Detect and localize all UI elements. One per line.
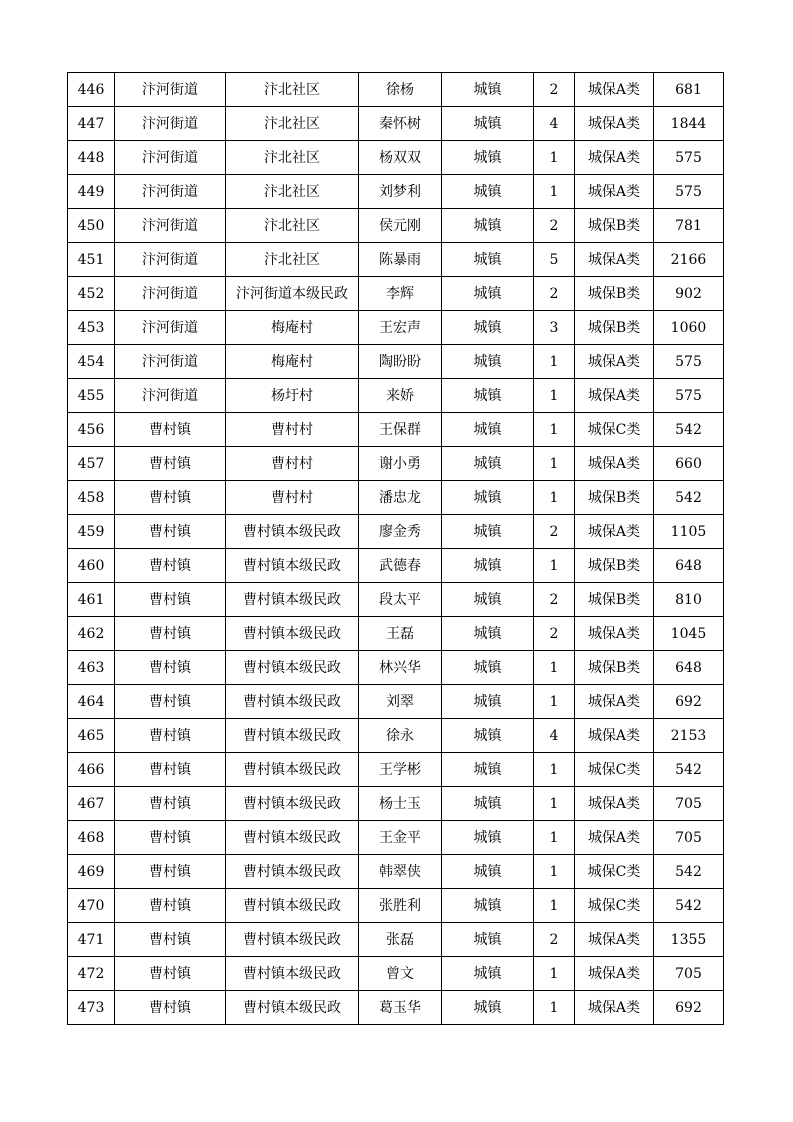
name-cell: 武德春 xyxy=(359,549,442,583)
row-index-cell: 453 xyxy=(68,311,115,345)
amount-cell: 781 xyxy=(654,209,724,243)
area-type-cell: 城镇 xyxy=(442,957,534,991)
category-cell: 城保A类 xyxy=(575,141,654,175)
row-index-cell: 451 xyxy=(68,243,115,277)
table-row xyxy=(68,345,724,379)
area-type-cell: 城镇 xyxy=(442,617,534,651)
street-cell: 汴河街道 xyxy=(115,209,226,243)
amount-cell: 1105 xyxy=(654,515,724,549)
row-index-cell: 472 xyxy=(68,957,115,991)
street-cell: 汴河街道 xyxy=(115,277,226,311)
community-cell: 曹村镇本级民政 xyxy=(226,719,359,753)
community-cell: 曹村村 xyxy=(226,447,359,481)
area-type-cell: 城镇 xyxy=(442,243,534,277)
category-cell: 城保C类 xyxy=(575,413,654,447)
row-index-cell: 452 xyxy=(68,277,115,311)
area-type-cell: 城镇 xyxy=(442,447,534,481)
community-cell: 杨圩村 xyxy=(226,379,359,413)
household-size-cell: 1 xyxy=(534,753,575,787)
household-size-cell: 1 xyxy=(534,175,575,209)
area-type-cell: 城镇 xyxy=(442,277,534,311)
amount-cell: 681 xyxy=(654,73,724,107)
amount-cell: 542 xyxy=(654,855,724,889)
category-cell: 城保A类 xyxy=(575,73,654,107)
category-cell: 城保B类 xyxy=(575,583,654,617)
row-index-cell: 459 xyxy=(68,515,115,549)
category-cell: 城保A类 xyxy=(575,719,654,753)
household-size-cell: 1 xyxy=(534,685,575,719)
name-cell: 林兴华 xyxy=(359,651,442,685)
name-cell: 徐杨 xyxy=(359,73,442,107)
area-type-cell: 城镇 xyxy=(442,73,534,107)
amount-cell: 705 xyxy=(654,957,724,991)
household-size-cell: 1 xyxy=(534,141,575,175)
household-size-cell: 2 xyxy=(534,583,575,617)
name-cell: 张磊 xyxy=(359,923,442,957)
amount-cell: 2166 xyxy=(654,243,724,277)
household-size-cell: 2 xyxy=(534,209,575,243)
name-cell: 来娇 xyxy=(359,379,442,413)
table-row xyxy=(68,719,724,753)
street-cell: 汴河街道 xyxy=(115,73,226,107)
street-cell: 曹村镇 xyxy=(115,617,226,651)
household-size-cell: 1 xyxy=(534,447,575,481)
household-size-cell: 1 xyxy=(534,549,575,583)
table-row xyxy=(68,447,724,481)
amount-cell: 692 xyxy=(654,685,724,719)
amount-cell: 542 xyxy=(654,889,724,923)
household-size-cell: 1 xyxy=(534,651,575,685)
amount-cell: 542 xyxy=(654,753,724,787)
amount-cell: 660 xyxy=(654,447,724,481)
area-type-cell: 城镇 xyxy=(442,753,534,787)
area-type-cell: 城镇 xyxy=(442,923,534,957)
street-cell: 曹村镇 xyxy=(115,549,226,583)
community-cell: 曹村镇本级民政 xyxy=(226,821,359,855)
category-cell: 城保C类 xyxy=(575,855,654,889)
amount-cell: 575 xyxy=(654,379,724,413)
category-cell: 城保A类 xyxy=(575,821,654,855)
street-cell: 曹村镇 xyxy=(115,651,226,685)
category-cell: 城保B类 xyxy=(575,549,654,583)
name-cell: 侯元刚 xyxy=(359,209,442,243)
category-cell: 城保B类 xyxy=(575,277,654,311)
area-type-cell: 城镇 xyxy=(442,821,534,855)
amount-cell: 2153 xyxy=(654,719,724,753)
community-cell: 曹村镇本级民政 xyxy=(226,515,359,549)
household-size-cell: 2 xyxy=(534,73,575,107)
table-row xyxy=(68,617,724,651)
area-type-cell: 城镇 xyxy=(442,685,534,719)
household-size-cell: 1 xyxy=(534,957,575,991)
street-cell: 曹村镇 xyxy=(115,515,226,549)
table-row xyxy=(68,923,724,957)
name-cell: 谢小勇 xyxy=(359,447,442,481)
household-size-cell: 1 xyxy=(534,821,575,855)
category-cell: 城保A类 xyxy=(575,447,654,481)
street-cell: 曹村镇 xyxy=(115,719,226,753)
table-row xyxy=(68,481,724,515)
household-size-cell: 1 xyxy=(534,413,575,447)
community-cell: 汴北社区 xyxy=(226,73,359,107)
area-type-cell: 城镇 xyxy=(442,209,534,243)
amount-cell: 575 xyxy=(654,345,724,379)
category-cell: 城保A类 xyxy=(575,787,654,821)
street-cell: 曹村镇 xyxy=(115,821,226,855)
area-type-cell: 城镇 xyxy=(442,991,534,1025)
name-cell: 王保群 xyxy=(359,413,442,447)
row-index-cell: 449 xyxy=(68,175,115,209)
community-cell: 梅庵村 xyxy=(226,345,359,379)
table-row xyxy=(68,821,724,855)
household-size-cell: 4 xyxy=(534,107,575,141)
community-cell: 曹村镇本级民政 xyxy=(226,855,359,889)
table-body xyxy=(68,73,724,1025)
row-index-cell: 466 xyxy=(68,753,115,787)
data-table xyxy=(67,72,724,1025)
table-row xyxy=(68,889,724,923)
name-cell: 张胜利 xyxy=(359,889,442,923)
name-cell: 王金平 xyxy=(359,821,442,855)
community-cell: 曹村镇本级民政 xyxy=(226,787,359,821)
amount-cell: 705 xyxy=(654,821,724,855)
table-row xyxy=(68,549,724,583)
amount-cell: 810 xyxy=(654,583,724,617)
table-row xyxy=(68,787,724,821)
area-type-cell: 城镇 xyxy=(442,413,534,447)
street-cell: 汴河街道 xyxy=(115,379,226,413)
area-type-cell: 城镇 xyxy=(442,787,534,821)
amount-cell: 648 xyxy=(654,651,724,685)
name-cell: 刘梦利 xyxy=(359,175,442,209)
street-cell: 汴河街道 xyxy=(115,311,226,345)
row-index-cell: 455 xyxy=(68,379,115,413)
community-cell: 曹村镇本级民政 xyxy=(226,957,359,991)
street-cell: 汴河街道 xyxy=(115,107,226,141)
area-type-cell: 城镇 xyxy=(442,855,534,889)
row-index-cell: 469 xyxy=(68,855,115,889)
category-cell: 城保A类 xyxy=(575,617,654,651)
amount-cell: 1045 xyxy=(654,617,724,651)
community-cell: 汴河街道本级民政 xyxy=(226,277,359,311)
name-cell: 王磊 xyxy=(359,617,442,651)
household-size-cell: 4 xyxy=(534,719,575,753)
street-cell: 汴河街道 xyxy=(115,141,226,175)
household-size-cell: 1 xyxy=(534,787,575,821)
street-cell: 汴河街道 xyxy=(115,175,226,209)
category-cell: 城保A类 xyxy=(575,243,654,277)
table-row xyxy=(68,515,724,549)
community-cell: 曹村镇本级民政 xyxy=(226,753,359,787)
row-index-cell: 446 xyxy=(68,73,115,107)
street-cell: 曹村镇 xyxy=(115,685,226,719)
table-row xyxy=(68,651,724,685)
category-cell: 城保A类 xyxy=(575,923,654,957)
category-cell: 城保A类 xyxy=(575,107,654,141)
street-cell: 曹村镇 xyxy=(115,481,226,515)
name-cell: 徐永 xyxy=(359,719,442,753)
name-cell: 潘忠龙 xyxy=(359,481,442,515)
amount-cell: 542 xyxy=(654,413,724,447)
category-cell: 城保A类 xyxy=(575,991,654,1025)
household-size-cell: 1 xyxy=(534,855,575,889)
category-cell: 城保C类 xyxy=(575,753,654,787)
amount-cell: 1060 xyxy=(654,311,724,345)
amount-cell: 692 xyxy=(654,991,724,1025)
household-size-cell: 1 xyxy=(534,481,575,515)
row-index-cell: 463 xyxy=(68,651,115,685)
household-size-cell: 2 xyxy=(534,923,575,957)
row-index-cell: 447 xyxy=(68,107,115,141)
row-index-cell: 454 xyxy=(68,345,115,379)
community-cell: 曹村镇本级民政 xyxy=(226,923,359,957)
street-cell: 曹村镇 xyxy=(115,583,226,617)
area-type-cell: 城镇 xyxy=(442,141,534,175)
household-size-cell: 5 xyxy=(534,243,575,277)
name-cell: 陈暴雨 xyxy=(359,243,442,277)
street-cell: 曹村镇 xyxy=(115,889,226,923)
table-row xyxy=(68,685,724,719)
name-cell: 杨士玉 xyxy=(359,787,442,821)
row-index-cell: 470 xyxy=(68,889,115,923)
street-cell: 曹村镇 xyxy=(115,447,226,481)
community-cell: 梅庵村 xyxy=(226,311,359,345)
street-cell: 汴河街道 xyxy=(115,345,226,379)
community-cell: 曹村村 xyxy=(226,413,359,447)
row-index-cell: 456 xyxy=(68,413,115,447)
area-type-cell: 城镇 xyxy=(442,583,534,617)
category-cell: 城保B类 xyxy=(575,651,654,685)
community-cell: 曹村镇本级民政 xyxy=(226,889,359,923)
community-cell: 曹村村 xyxy=(226,481,359,515)
community-cell: 曹村镇本级民政 xyxy=(226,583,359,617)
name-cell: 刘翠 xyxy=(359,685,442,719)
table-row xyxy=(68,243,724,277)
row-index-cell: 467 xyxy=(68,787,115,821)
table-row xyxy=(68,73,724,107)
row-index-cell: 471 xyxy=(68,923,115,957)
household-size-cell: 1 xyxy=(534,991,575,1025)
category-cell: 城保A类 xyxy=(575,957,654,991)
name-cell: 陶盼盼 xyxy=(359,345,442,379)
row-index-cell: 462 xyxy=(68,617,115,651)
household-size-cell: 1 xyxy=(534,889,575,923)
table-row xyxy=(68,107,724,141)
amount-cell: 648 xyxy=(654,549,724,583)
table-row xyxy=(68,277,724,311)
name-cell: 段太平 xyxy=(359,583,442,617)
name-cell: 曾文 xyxy=(359,957,442,991)
community-cell: 汴北社区 xyxy=(226,175,359,209)
row-index-cell: 457 xyxy=(68,447,115,481)
street-cell: 汴河街道 xyxy=(115,243,226,277)
area-type-cell: 城镇 xyxy=(442,345,534,379)
community-cell: 汴北社区 xyxy=(226,209,359,243)
amount-cell: 705 xyxy=(654,787,724,821)
row-index-cell: 450 xyxy=(68,209,115,243)
street-cell: 曹村镇 xyxy=(115,753,226,787)
row-index-cell: 448 xyxy=(68,141,115,175)
household-size-cell: 1 xyxy=(534,345,575,379)
category-cell: 城保A类 xyxy=(575,345,654,379)
row-index-cell: 464 xyxy=(68,685,115,719)
area-type-cell: 城镇 xyxy=(442,175,534,209)
category-cell: 城保A类 xyxy=(575,685,654,719)
category-cell: 城保B类 xyxy=(575,481,654,515)
street-cell: 曹村镇 xyxy=(115,957,226,991)
name-cell: 葛玉华 xyxy=(359,991,442,1025)
name-cell: 秦怀树 xyxy=(359,107,442,141)
table-row xyxy=(68,583,724,617)
area-type-cell: 城镇 xyxy=(442,651,534,685)
name-cell: 王宏声 xyxy=(359,311,442,345)
community-cell: 曹村镇本级民政 xyxy=(226,651,359,685)
street-cell: 曹村镇 xyxy=(115,991,226,1025)
table-row xyxy=(68,991,724,1025)
category-cell: 城保A类 xyxy=(575,515,654,549)
area-type-cell: 城镇 xyxy=(442,889,534,923)
row-index-cell: 458 xyxy=(68,481,115,515)
name-cell: 韩翠侠 xyxy=(359,855,442,889)
row-index-cell: 468 xyxy=(68,821,115,855)
household-size-cell: 2 xyxy=(534,515,575,549)
street-cell: 曹村镇 xyxy=(115,413,226,447)
amount-cell: 902 xyxy=(654,277,724,311)
area-type-cell: 城镇 xyxy=(442,481,534,515)
amount-cell: 575 xyxy=(654,175,724,209)
name-cell: 王学彬 xyxy=(359,753,442,787)
area-type-cell: 城镇 xyxy=(442,311,534,345)
table-row xyxy=(68,311,724,345)
area-type-cell: 城镇 xyxy=(442,107,534,141)
category-cell: 城保B类 xyxy=(575,209,654,243)
amount-cell: 1355 xyxy=(654,923,724,957)
amount-cell: 575 xyxy=(654,141,724,175)
table-row xyxy=(68,379,724,413)
community-cell: 汴北社区 xyxy=(226,141,359,175)
row-index-cell: 465 xyxy=(68,719,115,753)
household-size-cell: 1 xyxy=(534,379,575,413)
row-index-cell: 460 xyxy=(68,549,115,583)
community-cell: 汴北社区 xyxy=(226,107,359,141)
community-cell: 汴北社区 xyxy=(226,243,359,277)
community-cell: 曹村镇本级民政 xyxy=(226,991,359,1025)
table-row xyxy=(68,175,724,209)
row-index-cell: 461 xyxy=(68,583,115,617)
area-type-cell: 城镇 xyxy=(442,719,534,753)
category-cell: 城保B类 xyxy=(575,311,654,345)
area-type-cell: 城镇 xyxy=(442,379,534,413)
area-type-cell: 城镇 xyxy=(442,549,534,583)
row-index-cell: 473 xyxy=(68,991,115,1025)
household-size-cell: 3 xyxy=(534,311,575,345)
table-row xyxy=(68,413,724,447)
table-row xyxy=(68,855,724,889)
table-row xyxy=(68,957,724,991)
table-row xyxy=(68,753,724,787)
street-cell: 曹村镇 xyxy=(115,923,226,957)
table-row xyxy=(68,209,724,243)
amount-cell: 542 xyxy=(654,481,724,515)
street-cell: 曹村镇 xyxy=(115,855,226,889)
category-cell: 城保A类 xyxy=(575,379,654,413)
category-cell: 城保C类 xyxy=(575,889,654,923)
name-cell: 杨双双 xyxy=(359,141,442,175)
amount-cell: 1844 xyxy=(654,107,724,141)
household-size-cell: 2 xyxy=(534,617,575,651)
street-cell: 曹村镇 xyxy=(115,787,226,821)
name-cell: 廖金秀 xyxy=(359,515,442,549)
community-cell: 曹村镇本级民政 xyxy=(226,617,359,651)
household-size-cell: 2 xyxy=(534,277,575,311)
community-cell: 曹村镇本级民政 xyxy=(226,685,359,719)
category-cell: 城保A类 xyxy=(575,175,654,209)
name-cell: 李辉 xyxy=(359,277,442,311)
table-row xyxy=(68,141,724,175)
area-type-cell: 城镇 xyxy=(442,515,534,549)
community-cell: 曹村镇本级民政 xyxy=(226,549,359,583)
